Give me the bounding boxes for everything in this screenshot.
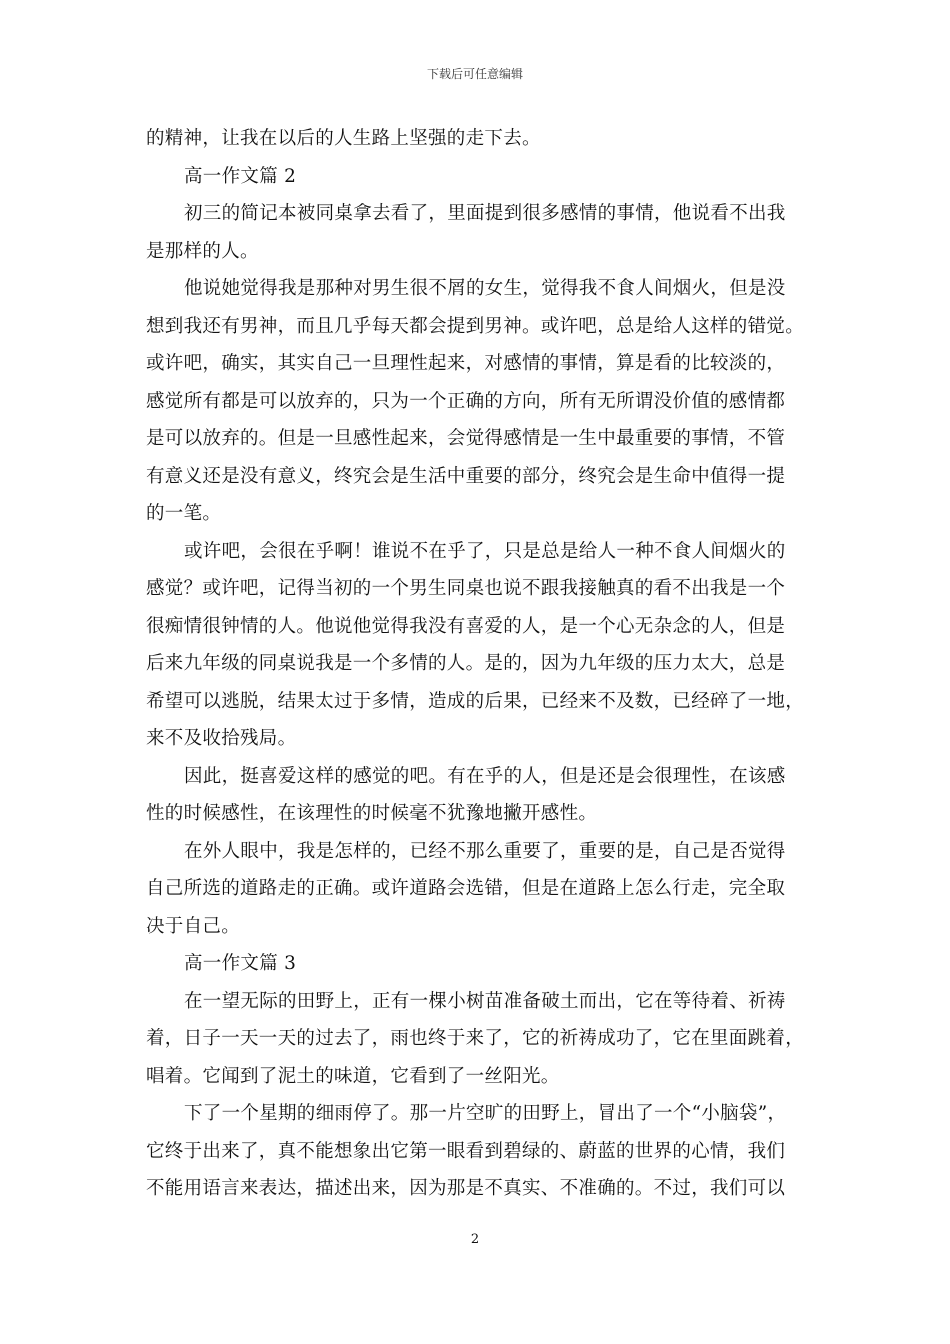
text-line: 后来九年级的同桌说我是一个多情的人。是的，因为九年级的压力太大，总是 (146, 653, 786, 674)
text-line: 感觉？或许吧，记得当初的一个男生同桌也说不跟我接触真的看不出我是一个 (146, 578, 786, 599)
text-line: 感觉所有都是可以放弃的，只为一个正确的方向，所有无所谓没价值的感情都 (146, 390, 786, 412)
text-line: 在一望无际的田野上，正有一棵小树苗准备破土而出，它在等待着、祈祷 (184, 990, 786, 1012)
text-line: 自己所选的道路走的正确。或许道路会选错，但是在道路上怎么行走，完全取 (146, 878, 786, 899)
text-line: 性的时候感性，在该理性的时候毫不犹豫地撇开感性。 (146, 803, 598, 824)
page-header: 下载后可任意编辑 (426, 67, 523, 81)
document-body (146, 120, 810, 1208)
text-line: 决于自己。 (146, 915, 241, 937)
text-line: 希望可以逃脱，结果太过于多情，造成的后果，已经来不及数，已经碎了一地， (146, 690, 805, 712)
text-line: 很痴情很钟情的人。他说他觉得我没有喜爱的人，是一个心无杂念的人，但是 (146, 615, 786, 637)
text-line: 想到我还有男神，而且几乎每天都会提到男神。或许吧，总是给人这样的错觉。 (146, 315, 805, 337)
text-line: 唱着。它闻到了泥土的味道，它看到了一丝阳光。 (146, 1065, 560, 1087)
text-line: 的一笔。 (146, 503, 222, 524)
text-line: 来不及收拾残局。 (146, 728, 297, 749)
page-number: 2 (470, 1232, 480, 1247)
text-line: 有意义还是没有意义，终究会是生活中重要的部分，终究会是生命中值得一提 (146, 465, 786, 487)
text-line: 是那样的人。 (146, 240, 259, 262)
text-line: 是可以放弃的。但是一旦感性起来，会觉得感情是一生中最重要的事情，不管 (146, 428, 786, 449)
section-heading: 高一作文篇 3 (184, 953, 297, 974)
text-line: 下了一个星期的细雨停了。那一片空旷的田野上，冒出了一个“小脑袋”， (184, 1103, 787, 1124)
text-line: 在外人眼中，我是怎样的，已经不那么重要了，重要的是，自己是否觉得 (184, 840, 786, 862)
text-line: 它终于出来了，真不能想象出它第一眼看到碧绿的、蔚蓝的世界的心情，我们 (146, 1140, 786, 1162)
text-line: 他说她觉得我是那种对男生很不屑的女生，觉得我不食人间烟火，但是没 (184, 278, 786, 299)
text-line: 不能用语言来表达，描述出来，因为那是不真实、不准确的。不过，我们可以 (146, 1178, 786, 1199)
text-line: 因此，挺喜爱这样的感觉的吧。有在乎的人，但是还是会很理性，在该感 (184, 765, 786, 787)
text-line: 或许吧，会很在乎啊！谁说不在乎了，只是总是给人一种不食人间烟火的 (184, 540, 786, 562)
text-line: 初三的简记本被同桌拿去看了，里面提到很多感情的事情，他说看不出我 (184, 203, 786, 224)
text-line: 或许吧，确实，其实自己一旦理性起来，对感情的事情，算是看的比较淡的， (146, 353, 786, 374)
section-heading: 高一作文篇 2 (184, 165, 297, 187)
text-line: 的精神，让我在以后的人生路上坚强的走下去。 (146, 128, 541, 149)
text-line: 着，日子一天一天的过去了，雨也终于来了，它的祈祷成功了，它在里面跳着， (146, 1028, 805, 1049)
